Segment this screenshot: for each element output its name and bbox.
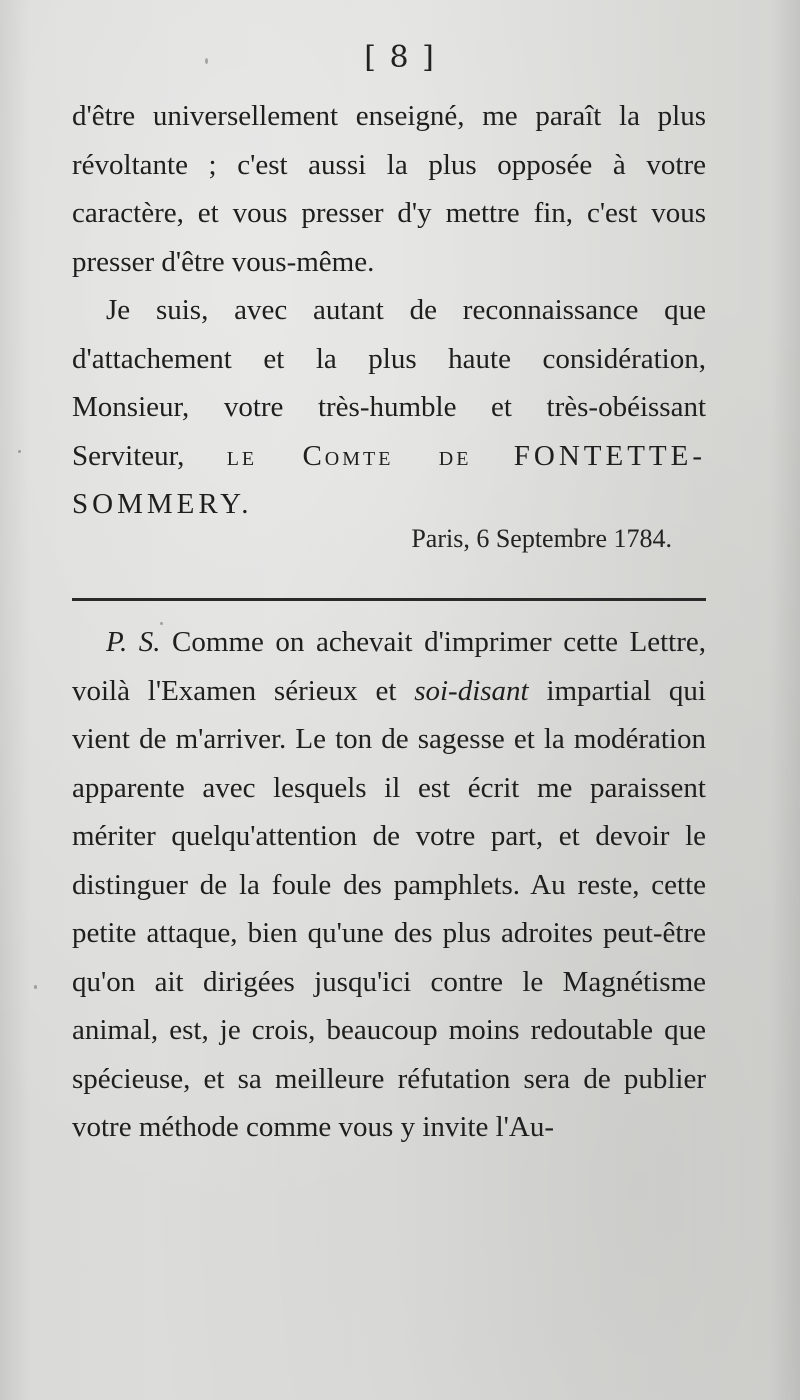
letter-paragraph-2	[72, 286, 706, 529]
closing-text: Je suis, avec autant de reconnaissance que d'attachement et la plus haute considération, Monsieur, votre très-humble et très-obéissant Serviteur,	[72, 294, 706, 472]
postscript-label: P. S.	[106, 626, 161, 658]
letter-body	[72, 92, 706, 529]
signature-name: FONTETTE-SOMMERY.	[72, 439, 706, 520]
postscript-text-1: Comme on achevait d'imprimer cette Lettre, voilà l'Examen sérieux et	[72, 626, 706, 707]
postscript-paragraph	[72, 618, 706, 1152]
page-number: [ 8 ]	[364, 40, 436, 75]
dateline: Paris, 6 Septembre 1784.	[411, 524, 672, 553]
signature-title: le Comte de	[226, 439, 472, 472]
paper-speck	[205, 58, 208, 64]
paper-speck	[34, 985, 37, 989]
postscript	[72, 618, 706, 1152]
paper-speck	[160, 622, 163, 625]
paper-speck	[18, 450, 21, 453]
section-divider	[72, 598, 706, 601]
postscript-text-2: impartial qui vient de m'arriver. Le ton de sagesse et la modération apparente avec lesquels il est écrit me paraissent mériter quelqu'attention de votre part, et devoir le distinguer de la foule des pamphlets. Au reste, cette petite attaque, bien qu'une des plus adroites peut-être qu'on ait dirigées jusqu'ici contre le Magnétisme animal, est, je crois, beaucoup moins redoutable que spécieuse, et sa meilleure réfutation sera de publier votre méthode comme vous y invite l'Au-	[72, 674, 706, 1143]
letter-paragraph-1: d'être universellement enseigné, me paraît la plus révoltante ; c'est aussi la plus opposée à votre caractère, et vous presser d'y mettre fin, c'est vous presser d'être vous-même.	[72, 100, 706, 278]
postscript-italic: soi-disant	[414, 674, 529, 707]
